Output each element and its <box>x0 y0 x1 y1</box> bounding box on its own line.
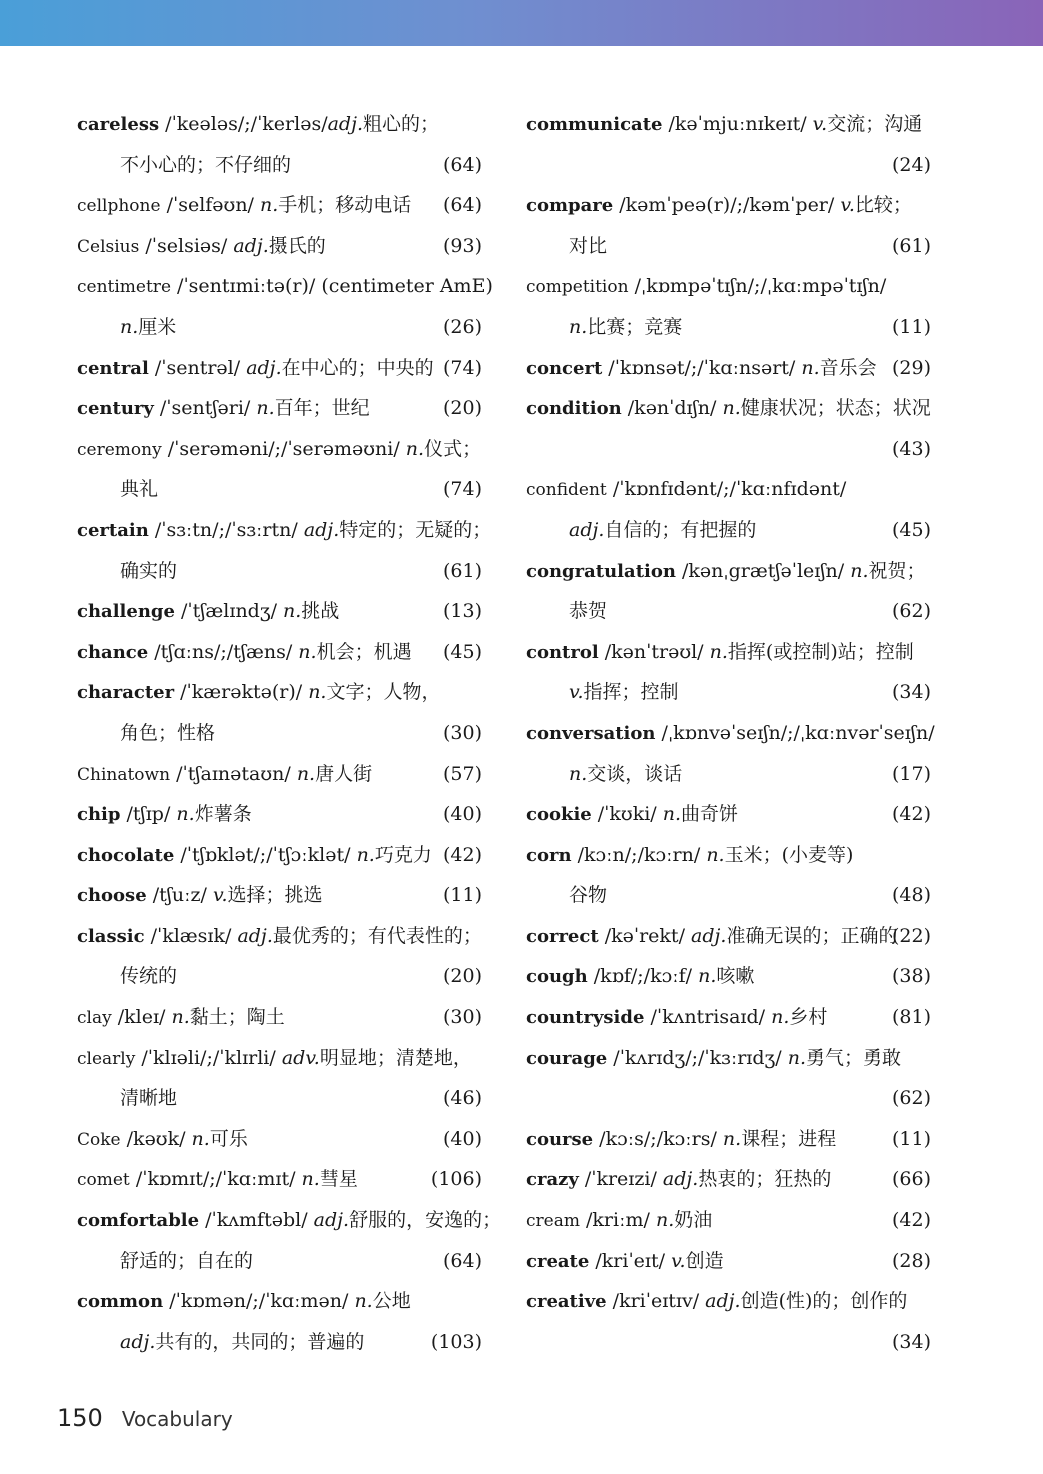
phonetic: /ˈkreɪzi/ <box>578 1168 663 1191</box>
page-ref: (64) <box>442 153 482 176</box>
part-of-speech: n. <box>569 315 588 338</box>
entry-line <box>77 591 482 632</box>
entry-continuation <box>77 551 482 592</box>
page-ref: (34) <box>891 681 931 704</box>
headword: congratulation <box>526 560 676 582</box>
definition: 仪式； <box>424 437 482 460</box>
part-of-speech: n. <box>356 843 375 866</box>
definition: 明显地；清楚地， <box>319 1046 472 1069</box>
part-of-speech: n. <box>191 1127 210 1150</box>
definition: 勇气；勇敢 <box>806 1046 902 1069</box>
entry-line <box>77 510 492 551</box>
definition: 准确无误的；正确的 <box>726 924 898 947</box>
page-ref: (13) <box>442 600 482 623</box>
headword: countryside <box>526 1007 645 1029</box>
headword: cough <box>526 966 588 988</box>
part-of-speech: v. <box>671 1249 686 1272</box>
phonetic: /ˈklɪəli/;/ˈklɪrli/ <box>135 1046 282 1069</box>
page-ref: (11) <box>891 1127 931 1150</box>
entry-continuation <box>526 510 931 551</box>
definition: 舒适的；自在的 <box>120 1249 254 1272</box>
definition: 挑战 <box>301 600 340 623</box>
page-ref: (40) <box>442 803 482 826</box>
entry-continuation <box>77 713 482 754</box>
phonetic: /kriːm/ <box>579 1209 656 1232</box>
part-of-speech: n. <box>698 965 717 988</box>
headword: chance <box>77 641 149 663</box>
page-ref: (106) <box>430 1168 482 1191</box>
headword: centimetre <box>77 277 171 298</box>
phonetic: /ˈkʊki/ <box>591 803 663 826</box>
entry-line <box>526 266 931 307</box>
entry-line <box>526 1038 931 1079</box>
definition: 恭贺 <box>569 600 608 623</box>
headword: correct <box>526 925 599 947</box>
part-of-speech: n. <box>405 437 425 460</box>
phonetic: /kɔːs/;/kɔːrs/ <box>593 1127 723 1150</box>
part-of-speech: n. <box>655 1209 675 1232</box>
phonetic: /kəʊk/ <box>120 1127 192 1150</box>
definition: 公地 <box>372 1290 411 1313</box>
phonetic: /ˈsentrəl/ <box>148 356 247 379</box>
phonetic: /tʃɪp/ <box>120 803 177 826</box>
page-ref: (45) <box>891 518 931 541</box>
definition: 文字；人物， <box>326 681 441 704</box>
entry-line <box>77 916 482 957</box>
page-ref: (22) <box>891 924 931 947</box>
phonetic: /ˈkʌmftəbl/ <box>199 1209 314 1232</box>
page-ref: (30) <box>442 1006 482 1029</box>
phonetic: /ˈkeələs/;/ˈkerləs/ <box>159 113 328 135</box>
phonetic: /ˈsɜːtn/;/ˈsɜːrtn/ <box>148 518 304 541</box>
phonetic: /tʃɑːns/;/tʃæns/ <box>148 640 299 663</box>
headword: cookie <box>526 804 592 826</box>
part-of-speech: n. <box>283 600 302 623</box>
part-of-speech: n. <box>296 762 316 785</box>
entry-continuation <box>77 956 482 997</box>
definition: 创造(性)的；创作的 <box>740 1290 908 1313</box>
headword: communicate <box>526 114 663 135</box>
entry-line <box>526 956 931 997</box>
left-column <box>77 104 502 1362</box>
page-ref: (17) <box>891 762 931 785</box>
page-ref: (66) <box>891 1168 931 1191</box>
definition: 谷物 <box>569 884 608 907</box>
entry-line <box>526 1159 931 1200</box>
page-ref: (45) <box>442 640 482 663</box>
entry-line <box>77 632 482 673</box>
entry-line <box>77 835 482 876</box>
entry-line <box>77 429 482 470</box>
page-ref: (64) <box>442 194 482 217</box>
page-ref: (30) <box>442 721 482 744</box>
headword: chocolate <box>77 844 175 866</box>
entry-line <box>77 875 482 916</box>
entry-line <box>77 1119 482 1160</box>
phonetic: /ˈsentɪmiːtə(r)/ (centimeter AmE) <box>171 275 493 298</box>
phonetic: /ˌkɒnvəˈseɪʃn/;/ˌkɑːnvərˈseɪʃn/ <box>655 721 935 744</box>
headword: comfortable <box>77 1210 200 1232</box>
part-of-speech: n. <box>722 397 741 420</box>
page-footer <box>57 1404 233 1432</box>
headword: chip <box>77 804 121 826</box>
headword: classic <box>77 925 145 947</box>
entry-line <box>77 672 482 713</box>
headword: course <box>526 1128 594 1150</box>
phonetic: /kənˈtrəʊl/ <box>598 640 710 663</box>
definition: 确实的 <box>120 559 178 582</box>
part-of-speech: n. <box>176 803 195 826</box>
definition: 热衷的；狂热的 <box>698 1168 832 1191</box>
definition: 共有的，共同的；普遍的 <box>155 1330 365 1353</box>
definition: 比较； <box>854 194 912 217</box>
definition: 摄氏的 <box>268 234 326 257</box>
definition: 不小心的；不仔细的 <box>120 153 292 176</box>
page-ref: (11) <box>891 315 931 338</box>
phonetic: /ˈkɒnsət/;/ˈkɑːnsərt/ <box>602 356 802 379</box>
part-of-speech: v. <box>812 113 828 135</box>
phonetic: /kəmˈpeə(r)/;/kəmˈper/ <box>613 194 841 217</box>
entry-line <box>77 1038 482 1079</box>
entry-line <box>526 632 931 673</box>
phonetic: /ˈkærəktə(r)/ <box>174 681 309 704</box>
page-ref: (38) <box>891 965 931 988</box>
entry-continuation <box>526 1322 931 1363</box>
entry-continuation <box>526 754 931 795</box>
definition: 黏土；陶土 <box>189 1006 285 1029</box>
page-ref: (81) <box>891 1006 931 1029</box>
definition: 炸薯条 <box>194 803 252 826</box>
definition: 唐人街 <box>315 762 373 785</box>
part-of-speech: n. <box>171 1006 190 1029</box>
page-ref: (46) <box>442 1087 482 1110</box>
part-of-speech: adj. <box>246 356 282 379</box>
part-of-speech: n. <box>709 640 728 663</box>
definition: 舒服的，安逸的； <box>349 1209 502 1232</box>
page-ref: (62) <box>891 600 931 623</box>
headword: certain <box>77 519 149 541</box>
definition: 机会；机遇 <box>316 640 412 663</box>
phonetic: /ˈkɒmən/;/ˈkɑːmən/ <box>163 1290 355 1313</box>
definition: 音乐会 <box>819 356 877 379</box>
entry-line <box>77 1200 502 1241</box>
headword: common <box>77 1291 164 1313</box>
definition: 传统的 <box>120 965 178 988</box>
definition: 可乐 <box>209 1127 248 1150</box>
headword: challenge <box>77 601 175 623</box>
phonetic: /ˈtʃælɪndʒ/ <box>174 600 284 623</box>
entry-line <box>77 794 482 835</box>
entry-line <box>526 916 931 957</box>
headword: courage <box>526 1047 608 1069</box>
part-of-speech: adj. <box>313 1209 350 1232</box>
entry-line <box>77 348 482 389</box>
entry-line <box>77 997 482 1038</box>
entry-continuation <box>526 226 931 267</box>
headword: compare <box>526 195 614 217</box>
page-ref: (74) <box>442 356 482 379</box>
headword: clay <box>77 1008 112 1029</box>
definition: 特定的；无疑的； <box>339 518 492 541</box>
phonetic: /ˈsentʃəri/ <box>153 397 257 420</box>
headword: careless <box>77 114 160 135</box>
definition: 交流；沟通 <box>827 113 923 135</box>
headword: confident <box>526 480 607 501</box>
entry-line <box>77 1281 482 1322</box>
headword: control <box>526 641 599 663</box>
entry-continuation <box>526 875 931 916</box>
part-of-speech: n. <box>256 397 275 420</box>
entry-line <box>77 185 482 226</box>
entry-line <box>77 754 482 795</box>
part-of-speech: n. <box>120 315 139 338</box>
headword: concert <box>526 357 603 379</box>
page-ref: (64) <box>442 1249 482 1272</box>
page-ref: (26) <box>442 315 482 338</box>
definition: 交谈，谈话 <box>587 762 683 785</box>
phonetic: /kriˈeɪt/ <box>589 1249 672 1272</box>
headword: Celsius <box>77 236 140 257</box>
part-of-speech: adj. <box>691 924 727 947</box>
part-of-speech: n. <box>569 762 588 785</box>
phonetic: /kənˌgrætʃəˈleɪʃn/ <box>675 559 851 582</box>
page-ref: (57) <box>442 762 482 785</box>
definition: 粗心的； <box>363 113 440 135</box>
definition: 最优秀的；有代表性的； <box>272 924 482 947</box>
entry-line <box>77 388 482 429</box>
part-of-speech: n. <box>662 803 682 826</box>
part-of-speech: adj. <box>705 1290 741 1313</box>
page-ref: (28) <box>891 1249 931 1272</box>
part-of-speech: adj. <box>233 234 269 257</box>
entry-line <box>526 469 931 510</box>
entry-line <box>526 1200 931 1241</box>
page-ref: (43) <box>891 437 931 460</box>
definition: 创造 <box>685 1249 724 1272</box>
page-ref: (42) <box>891 803 931 826</box>
entry-line <box>526 1119 931 1160</box>
phonetic: /ˈkʌntrisaɪd/ <box>644 1006 772 1029</box>
part-of-speech: adj. <box>120 1330 156 1353</box>
entry-line <box>526 551 931 592</box>
definition: 对比 <box>569 234 608 257</box>
part-of-speech: adj. <box>303 518 340 541</box>
part-of-speech: v. <box>212 884 228 907</box>
phonetic: /ˌkɒmpəˈtɪʃn/;/ˌkɑːmpəˈtɪʃn/ <box>628 275 887 298</box>
entry-line <box>526 185 931 226</box>
part-of-speech: n. <box>298 640 317 663</box>
headword: cellphone <box>77 196 161 217</box>
entry-continuation <box>77 1322 482 1363</box>
definition: 自信的；有把握的 <box>604 518 757 541</box>
definition: 手机；移动电话 <box>278 194 412 217</box>
entry-continuation <box>77 1078 482 1119</box>
page-ref: (42) <box>442 843 482 866</box>
entry-line <box>77 266 493 307</box>
definition: 指挥(或控制)站；控制 <box>727 640 914 663</box>
phonetic: /ˈkɒmɪt/;/ˈkɑːmɪt/ <box>129 1168 302 1191</box>
page-ref: (29) <box>891 356 931 379</box>
header-band <box>0 0 1043 46</box>
definition: 巧克力 <box>374 843 432 866</box>
headword: Coke <box>77 1129 121 1150</box>
page-ref: (62) <box>891 1087 931 1110</box>
definition: 百年；世纪 <box>274 397 370 420</box>
footer-label: Vocabulary <box>121 1407 233 1431</box>
part-of-speech: n. <box>787 1046 806 1069</box>
entry-continuation <box>526 307 931 348</box>
entry-continuation <box>526 672 931 713</box>
entry-continuation <box>77 307 482 348</box>
part-of-speech: n. <box>301 1168 320 1191</box>
definition: 玉米；(小麦等) <box>724 843 854 866</box>
page-ref: (61) <box>442 559 482 582</box>
entry-line <box>77 226 482 267</box>
headword: comet <box>77 1170 130 1191</box>
phonetic: /kəˈrekt/ <box>598 924 692 947</box>
part-of-speech: adj. <box>237 924 273 947</box>
part-of-speech: n. <box>771 1006 790 1029</box>
definition: 祝贺； <box>868 559 926 582</box>
entry-line <box>526 104 931 145</box>
headword: crazy <box>526 1169 579 1191</box>
entry-line <box>526 997 931 1038</box>
headword: corn <box>526 844 572 866</box>
phonetic: /kənˈdɪʃn/ <box>621 397 723 420</box>
entry-line <box>526 713 935 754</box>
definition: 咳嗽 <box>716 965 755 988</box>
definition: 典礼 <box>120 478 159 501</box>
page-ref: (74) <box>442 478 482 501</box>
phonetic: /ˈselfəʊn/ <box>160 194 261 217</box>
part-of-speech: n. <box>722 1127 742 1150</box>
phonetic: /kɒf/;/kɔːf/ <box>587 965 699 988</box>
entry-continuation <box>526 1078 931 1119</box>
definition: 厘米 <box>138 315 177 338</box>
part-of-speech: n. <box>308 681 327 704</box>
headword: creative <box>526 1291 607 1313</box>
definition: 角色；性格 <box>120 721 216 744</box>
part-of-speech: v. <box>569 681 584 704</box>
definition: 课程；进程 <box>741 1127 837 1150</box>
part-of-speech: n. <box>850 559 869 582</box>
right-column <box>526 104 935 1362</box>
page-ref: (20) <box>442 965 482 988</box>
entry-line <box>526 388 931 429</box>
phonetic: /ˈkɒnfɪdənt/;/ˈkɑːnfɪdənt/ <box>606 478 847 501</box>
entry-continuation <box>526 429 931 470</box>
entry-continuation <box>77 145 482 186</box>
headword: ceremony <box>77 439 162 460</box>
page-ref: (20) <box>442 397 482 420</box>
part-of-speech: n. <box>706 843 725 866</box>
definition: 指挥；控制 <box>583 681 679 704</box>
phonetic: /ˈtʃɒklət/;/ˈtʃɔːklət/ <box>174 843 357 866</box>
entry-line <box>526 1281 931 1322</box>
page-ref: (61) <box>891 234 931 257</box>
definition: 在中心的；中央的 <box>281 356 434 379</box>
headword: character <box>77 682 175 704</box>
page-number: 150 <box>57 1404 103 1432</box>
phonetic: /ˈserəməni/;/ˈserəməʊni/ <box>161 437 406 460</box>
definition: 选择；挑选 <box>227 884 323 907</box>
part-of-speech: n. <box>260 194 279 217</box>
definition: 清晰地 <box>120 1087 178 1110</box>
entry-continuation <box>77 1241 482 1282</box>
part-of-speech: adj. <box>569 518 605 541</box>
part-of-speech: n. <box>801 356 820 379</box>
page-ref: (93) <box>442 234 482 257</box>
definition: 曲奇饼 <box>681 803 739 826</box>
phonetic: /kɔːn/;/kɔːrn/ <box>571 843 707 866</box>
page-ref: (48) <box>891 884 931 907</box>
phonetic: /kəˈmjuːnɪkeɪt/ <box>662 113 813 135</box>
phonetic: /ˈkʌrɪdʒ/;/ˈkɜːrɪdʒ/ <box>607 1046 788 1069</box>
headword: Chinatown <box>77 764 171 785</box>
part-of-speech: n. <box>354 1290 373 1313</box>
page-ref: (11) <box>442 884 482 907</box>
headword: condition <box>526 398 622 420</box>
page-ref: (34) <box>891 1330 931 1353</box>
page-ref: (103) <box>430 1330 482 1353</box>
headword: competition <box>526 277 629 298</box>
page-ref: (24) <box>891 153 931 176</box>
headword: conversation <box>526 722 656 744</box>
definition: 健康状况；状态；状况 <box>740 397 931 420</box>
entry-line <box>77 1159 482 1200</box>
definition: 乡村 <box>789 1006 828 1029</box>
definition: 比赛；竞赛 <box>587 315 683 338</box>
part-of-speech: v. <box>840 194 855 217</box>
entry-line <box>526 1241 931 1282</box>
entry-continuation <box>526 145 931 186</box>
phonetic: /kleɪ/ <box>111 1006 172 1029</box>
headword: central <box>77 357 149 379</box>
entry-line <box>526 794 931 835</box>
phonetic: /ˈtʃaɪnətaʊn/ <box>170 762 297 785</box>
entry-line <box>526 835 931 876</box>
entry-line <box>526 348 931 389</box>
headword: choose <box>77 885 147 907</box>
part-of-speech: adv. <box>281 1046 320 1069</box>
part-of-speech: adj. <box>662 1168 699 1191</box>
phonetic: /kriˈeɪtɪv/ <box>606 1290 706 1313</box>
entry-line <box>77 104 482 145</box>
headword: create <box>526 1250 590 1272</box>
part-of-speech: adj. <box>327 113 364 135</box>
entry-continuation <box>77 469 482 510</box>
page-ref: (42) <box>891 1209 931 1232</box>
phonetic: /ˈselsiəs/ <box>139 234 234 257</box>
headword: cream <box>526 1211 580 1232</box>
phonetic: /tʃuːz/ <box>146 884 213 907</box>
page-ref: (40) <box>442 1127 482 1150</box>
headword: clearly <box>77 1048 136 1069</box>
definition: 彗星 <box>319 1168 358 1191</box>
phonetic: /ˈklæsɪk/ <box>144 924 238 947</box>
headword: century <box>77 398 154 420</box>
definition: 奶油 <box>674 1209 713 1232</box>
entry-continuation <box>526 591 931 632</box>
